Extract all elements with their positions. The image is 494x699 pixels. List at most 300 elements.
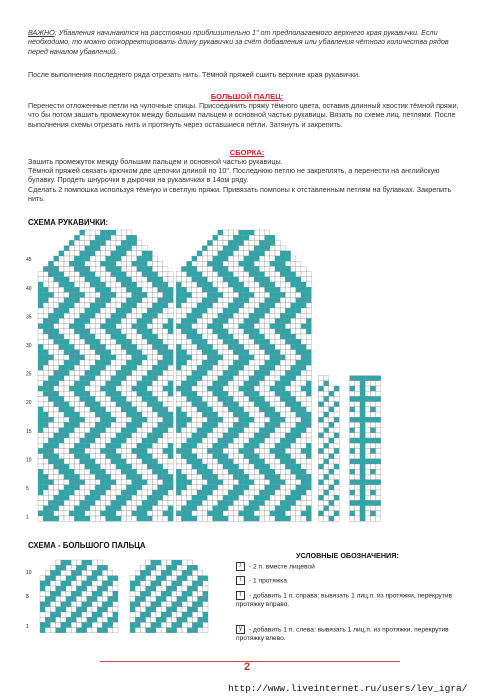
chart-cell [176, 433, 181, 438]
chart-cell [355, 480, 360, 485]
chart-cell [329, 448, 334, 453]
chart-cell [100, 318, 105, 323]
thumb-cell [102, 607, 107, 612]
chart-cell [197, 485, 202, 490]
chart-cell [296, 370, 301, 375]
chart-cell [69, 365, 74, 370]
chart-cell [376, 391, 381, 396]
chart-cell [90, 443, 95, 448]
chart-cell [100, 240, 105, 245]
chart-cell [168, 292, 173, 297]
chart-cell [126, 277, 131, 282]
chart-cell [116, 256, 121, 261]
chart-cell [126, 391, 131, 396]
chart-cell [228, 511, 233, 516]
thumb-cell [198, 586, 203, 591]
chart-cell [280, 428, 285, 433]
thumb-cell [140, 602, 145, 607]
chart-cell [163, 365, 168, 370]
chart-cell [69, 506, 74, 511]
chart-cell [176, 308, 181, 313]
chart-cell [95, 511, 100, 516]
chart-cell [254, 485, 259, 490]
chart-cell [147, 396, 152, 401]
chart-cell [244, 313, 249, 318]
chart-cell [90, 402, 95, 407]
chart-cell [291, 350, 296, 355]
chart-cell [121, 282, 126, 287]
chart-cell [233, 412, 238, 417]
chart-cell [59, 495, 64, 500]
chart-cell [69, 329, 74, 334]
chart-cell [64, 256, 69, 261]
chart-cell [59, 490, 64, 495]
chart-cell [213, 474, 218, 479]
chart-cell [80, 287, 85, 292]
chart-cell [90, 235, 95, 240]
thumb-cell [92, 576, 97, 581]
chart-cell [249, 365, 254, 370]
chart-cell [301, 313, 306, 318]
chart-cell [152, 256, 157, 261]
chart-cell [259, 422, 264, 427]
chart-cell [218, 350, 223, 355]
chart-cell [228, 485, 233, 490]
chart-cell [132, 500, 137, 505]
thumb-cell [40, 581, 45, 586]
chart-cell [318, 433, 323, 438]
chart-cell [301, 485, 306, 490]
thumb-cell [71, 617, 76, 622]
chart-cell [334, 402, 339, 407]
chart-cell [228, 334, 233, 339]
chart-cell [350, 516, 355, 521]
chart-cell [142, 402, 147, 407]
chart-cell [254, 433, 259, 438]
chart-cell [318, 485, 323, 490]
chart-cell [291, 256, 296, 261]
chart-cell [111, 240, 116, 245]
chart-cell [152, 516, 157, 521]
chart-cell [64, 246, 69, 251]
chart-cell [152, 448, 157, 453]
chart-cell [80, 266, 85, 271]
chart-cell [296, 365, 301, 370]
chart-cell [202, 376, 207, 381]
chart-cell [306, 386, 311, 391]
row-label: 40 [26, 285, 32, 292]
chart-cell [106, 339, 111, 344]
chart-cell [275, 454, 280, 459]
chart-cell [64, 407, 69, 412]
chart-cell [213, 365, 218, 370]
chart-cell [90, 318, 95, 323]
chart-cell [59, 417, 64, 422]
chart-cell [69, 240, 74, 245]
chart-cell [280, 324, 285, 329]
chart-cell [85, 261, 90, 266]
chart-cell [275, 422, 280, 427]
thumb-cell [76, 596, 81, 601]
chart-cell [318, 516, 323, 521]
thumb-cell [172, 602, 177, 607]
chart-cell [296, 396, 301, 401]
chart-cell [111, 282, 116, 287]
chart-cell [54, 292, 59, 297]
chart-cell [275, 272, 280, 277]
chart-cell [285, 266, 290, 271]
chart-cell [126, 313, 131, 318]
chart-cell [254, 370, 259, 375]
chart-cell [181, 272, 186, 277]
thumb-cell [182, 581, 187, 586]
chart-cell [218, 500, 223, 505]
thumb-cell [177, 602, 182, 607]
chart-cell [213, 391, 218, 396]
thumb-cell [172, 607, 177, 612]
chart-cell [90, 396, 95, 401]
chart-cell [69, 313, 74, 318]
chart-cell [202, 329, 207, 334]
chart-cell [163, 469, 168, 474]
chart-cell [324, 495, 329, 500]
chart-cell [80, 490, 85, 495]
chart-cell [126, 303, 131, 308]
chart-cell [228, 422, 233, 427]
chart-cell [126, 407, 131, 412]
chart-cell [233, 511, 238, 516]
chart-cell [365, 454, 370, 459]
thumb-cell [156, 607, 161, 612]
chart-cell [218, 516, 223, 521]
chart-cell [176, 339, 181, 344]
chart-cell [291, 474, 296, 479]
chart-cell [90, 459, 95, 464]
chart-cell [59, 370, 64, 375]
chart-cell [106, 324, 111, 329]
chart-cell [147, 365, 152, 370]
chart-cell [239, 516, 244, 521]
chart-cell [296, 308, 301, 313]
thumb-cell [135, 576, 140, 581]
chart-cell [69, 495, 74, 500]
chart-cell [280, 298, 285, 303]
chart-cell [147, 355, 152, 360]
chart-cell [301, 412, 306, 417]
thumb-cell [87, 622, 92, 627]
chart-cell [95, 324, 100, 329]
chart-cell [334, 469, 339, 474]
chart-cell [275, 266, 280, 271]
chart-cell [95, 246, 100, 251]
chart-cell [376, 485, 381, 490]
chart-cell [192, 391, 197, 396]
chart-cell [249, 500, 254, 505]
chart-cell [121, 422, 126, 427]
chart-cell [64, 433, 69, 438]
chart-cell [207, 308, 212, 313]
chart-cell [59, 459, 64, 464]
chart-cell [48, 292, 53, 297]
chart-cell [192, 256, 197, 261]
chart-cell [285, 329, 290, 334]
chart-cell [259, 355, 264, 360]
chart-cell [324, 396, 329, 401]
chart-cell [168, 396, 173, 401]
chart-cell [95, 448, 100, 453]
chart-cell [137, 402, 142, 407]
chart-cell [244, 282, 249, 287]
chart-cell [38, 443, 43, 448]
chart-cell [100, 360, 105, 365]
chart-cell [74, 448, 79, 453]
chart-cell [265, 282, 270, 287]
chart-cell [334, 464, 339, 469]
chart-cell [90, 370, 95, 375]
chart-cell [80, 376, 85, 381]
chart-cell [259, 308, 264, 313]
chart-cell [132, 412, 137, 417]
chart-cell [48, 459, 53, 464]
chart-cell [100, 474, 105, 479]
chart-cell [137, 256, 142, 261]
thumb-cell [161, 586, 166, 591]
chart-cell [228, 443, 233, 448]
chart-cell [207, 344, 212, 349]
chart-cell [100, 428, 105, 433]
chart-cell [239, 500, 244, 505]
chart-cell [142, 266, 147, 271]
chart-cell [38, 511, 43, 516]
chart-cell [228, 490, 233, 495]
chart-cell [280, 334, 285, 339]
chart-cell [228, 365, 233, 370]
chart-cell [126, 469, 131, 474]
chart-cell [207, 251, 212, 256]
chart-cell [38, 376, 43, 381]
chart-cell [275, 433, 280, 438]
chart-cell [265, 318, 270, 323]
chart-cell [176, 360, 181, 365]
chart-cell [132, 350, 137, 355]
chart-cell [291, 407, 296, 412]
chart-cell [218, 480, 223, 485]
chart-cell [64, 412, 69, 417]
chart-cell [207, 277, 212, 282]
thumb-cell [76, 560, 81, 565]
chart-cell [202, 246, 207, 251]
chart-cell [90, 230, 95, 235]
chart-cell [142, 485, 147, 490]
chart-cell [350, 386, 355, 391]
chart-cell [163, 370, 168, 375]
chart-cell [301, 381, 306, 386]
chart-cell [176, 355, 181, 360]
thumb-cell [102, 581, 107, 586]
chart-cell [111, 287, 116, 292]
chart-cell [275, 350, 280, 355]
thumb-cell [140, 576, 145, 581]
chart-cell [285, 282, 290, 287]
chart-cell [360, 516, 365, 521]
chart-cell [192, 469, 197, 474]
chart-cell [176, 344, 181, 349]
chart-cell [233, 277, 238, 282]
thumb-cell [50, 570, 55, 575]
chart-cell [43, 485, 48, 490]
chart-cell [74, 360, 79, 365]
thumb-cell [192, 586, 197, 591]
chart-cell [111, 272, 116, 277]
chart-cell [187, 428, 192, 433]
chart-cell [254, 469, 259, 474]
chart-cell [137, 428, 142, 433]
thumb-cell [66, 622, 71, 627]
chart-cell [147, 251, 152, 256]
thumb-cell [45, 602, 50, 607]
chart-cell [90, 360, 95, 365]
chart-cell [132, 464, 137, 469]
thumb-cell [187, 622, 192, 627]
chart-cell [249, 298, 254, 303]
chart-cell [192, 339, 197, 344]
assembly-line2: Тёмной пряжей связать крючком две цепочки длиной по 10". Последнюю петлю не закреплять, а перенести на английскую булавку. Продеть шнурочки в дырочки на рукавичках в 14ом ряду. [28, 166, 440, 185]
chart-cell [306, 428, 311, 433]
thumb-cell [146, 596, 151, 601]
chart-cell [158, 480, 163, 485]
thumb-cell [192, 617, 197, 622]
chart-cell [59, 500, 64, 505]
chart-cell [275, 318, 280, 323]
chart-cell [249, 511, 254, 516]
chart-cell [132, 454, 137, 459]
chart-cell [85, 318, 90, 323]
chart-cell [218, 339, 223, 344]
chart-cell [370, 506, 375, 511]
chart-cell [158, 266, 163, 271]
chart-cell [270, 339, 275, 344]
chart-cell [233, 469, 238, 474]
chart-cell [270, 500, 275, 505]
chart-cell [85, 266, 90, 271]
chart-cell [90, 511, 95, 516]
chart-cell [275, 459, 280, 464]
chart-cell [207, 272, 212, 277]
chart-cell [121, 292, 126, 297]
chart-cell [85, 485, 90, 490]
chart-cell [59, 261, 64, 266]
chart-cell [324, 464, 329, 469]
chart-cell [192, 376, 197, 381]
chart-cell [80, 334, 85, 339]
thumb-cell [97, 622, 102, 627]
chart-cell [121, 266, 126, 271]
thumb-cell [135, 628, 140, 633]
chart-cell [249, 339, 254, 344]
chart-cell [213, 287, 218, 292]
chart-cell [48, 417, 53, 422]
thumb-cell [177, 617, 182, 622]
chart-cell [106, 334, 111, 339]
chart-cell [223, 402, 228, 407]
chart-cell [106, 490, 111, 495]
chart-cell [355, 391, 360, 396]
source-url: http://www.liveinternet.ru/users/lev_igra/ [228, 683, 468, 694]
chart-cell [291, 344, 296, 349]
chart-cell [181, 422, 186, 427]
chart-cell [176, 324, 181, 329]
chart-cell [132, 490, 137, 495]
chart-cell [163, 282, 168, 287]
thumb-cell [135, 607, 140, 612]
thumb-cell [140, 607, 145, 612]
chart-cell [38, 485, 43, 490]
chart-cell [223, 240, 228, 245]
chart-cell [54, 381, 59, 386]
chart-cell [370, 376, 375, 381]
chart-cell [350, 428, 355, 433]
chart-cell [187, 480, 192, 485]
chart-cell [74, 391, 79, 396]
chart-cell [213, 339, 218, 344]
main-chart-title: СХЕМА РУКАВИЧКИ: [28, 218, 109, 227]
chart-cell [158, 443, 163, 448]
chart-cell [223, 381, 228, 386]
chart-cell [181, 282, 186, 287]
chart-cell [213, 417, 218, 422]
chart-cell [306, 516, 311, 521]
chart-cell [254, 412, 259, 417]
thumb-cell [166, 612, 171, 617]
chart-cell [74, 256, 79, 261]
chart-cell [116, 396, 121, 401]
chart-cell [218, 266, 223, 271]
chart-cell [265, 516, 270, 521]
thumb-cell [56, 596, 61, 601]
chart-cell [296, 480, 301, 485]
chart-cell [43, 511, 48, 516]
thumb-cell [87, 576, 92, 581]
chart-cell [187, 516, 192, 521]
chart-cell [43, 344, 48, 349]
chart-cell [329, 396, 334, 401]
thumb-cell [71, 570, 76, 575]
chart-cell [228, 433, 233, 438]
chart-cell [132, 433, 137, 438]
thumb-cell [161, 622, 166, 627]
chart-cell [48, 391, 53, 396]
chart-cell [59, 251, 64, 256]
chart-cell [244, 480, 249, 485]
chart-cell [213, 235, 218, 240]
chart-cell [218, 386, 223, 391]
chart-cell [291, 396, 296, 401]
chart-cell [244, 469, 249, 474]
chart-cell [126, 365, 131, 370]
chart-cell [270, 235, 275, 240]
thumb-cell [203, 602, 208, 607]
chart-cell [74, 272, 79, 277]
chart-cell [187, 412, 192, 417]
chart-cell [192, 334, 197, 339]
chart-cell [43, 370, 48, 375]
chart-cell [244, 443, 249, 448]
chart-cell [280, 350, 285, 355]
chart-cell [142, 298, 147, 303]
chart-cell [228, 256, 233, 261]
chart-cell [239, 272, 244, 277]
chart-cell [126, 355, 131, 360]
